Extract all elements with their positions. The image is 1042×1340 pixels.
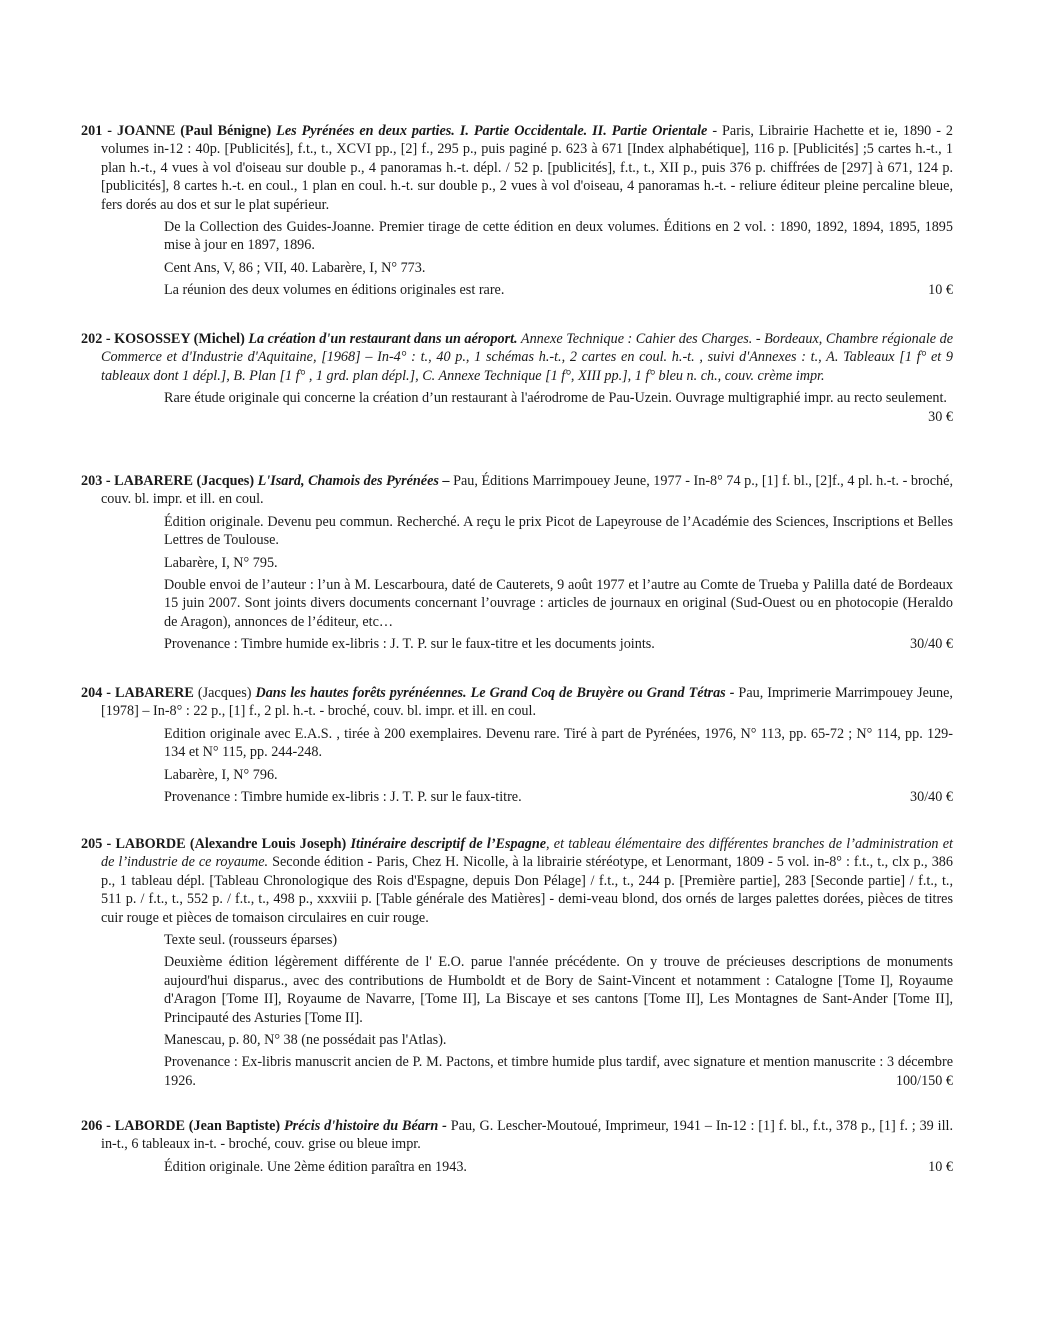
catalogue-entry-205 bbox=[0, 835, 1042, 1090]
price-label: 30/40 € bbox=[910, 636, 953, 653]
book-subtitle: , et tableau élémentaire des différentes branches de l’administration et de l’industrie de ce royaume. bbox=[101, 836, 953, 871]
entry-heading: 206 - LABORDE (Jean Baptiste) Précis d'histoire du Béarn - Pau, G. Lescher-Moutoué, Imprimeur, 1941 – In-12 : [1] f. bl., f.t., 378 p., [1] f. ; 39 ill. in-t., 6 tableaux in-t. - broché, couv. grise ou bleue impr. bbox=[81, 1118, 953, 1153]
entry-description: Pau, G. Lescher-Moutoué, Imprimeur, 1941 – In-12 : [1] f. bl., f.t., 378 p., [1] f. ; 39 ill. in-t., 6 tableaux in-t. - broché, couv. grise ou bleue impr. bbox=[101, 1118, 953, 1153]
book-title: La création d'un restaurant dans un aéroport. bbox=[248, 331, 518, 347]
catalogue-entry-203 bbox=[0, 472, 1042, 654]
entry-note: Edition originale avec E.A.S. , tirée à 200 exemplaires. Devenu rare. Tiré à part de Pyrénées, 1976, N° 113, pp. 65-72 ; N° 114, pp. 129-134 et N° 115, pp. 244-248. bbox=[164, 725, 953, 761]
entry-description: Annexe Technique : Cahier des Charges. - Bordeaux, Chambre régionale de Commerce et d'Industrie d'Aquitaine, [1968] – In-4° : t., 40 p., 1 schémas h.-t., 2 cartes en coul. h.-t. , suivi d'Annexes : t., A. Tableaux [1 f° et 9 tableaux dont 1 dépl.], B. Plan [1 f° , 1 grd. plan dépl.], C. Annexe Technique [1 f°, XIII pp.], 1 f° bleu n. ch., couv. crème impr. bbox=[101, 331, 954, 384]
book-title: Précis d'histoire du Béarn - bbox=[284, 1118, 447, 1134]
entry-note-priced: 10 € La réunion des deux volumes en éditions originales est rare. bbox=[164, 282, 953, 299]
entry-note: De la Collection des Guides-Joanne. Premier tirage de cette édition en deux volumes. Éditions en 2 vol. : 1890, 1892, 1894, 1895, 1895 mise à jour en 1897, 1896. bbox=[164, 219, 953, 254]
catalogue-entry-206 bbox=[0, 1117, 1042, 1176]
entry-heading: 205 - LABORDE (Alexandre Louis Joseph) Itinéraire descriptif de l’Espagne, et tableau élémentaire des différentes branches de l’administration et de l’industrie de ce royaume. Seconde édition - Paris, Chez H. Nicolle, à la librairie stéréotype, et Lenormant, 1809 - 5 vol. in-8° : f.t., t., clx p., 386 p., 1 tableau dépl. [Tableau Chronologique des Rois d'Espagne, depuis Don Pélage] / f.t., t., 244 p. [Première partie], 283 [Seconde partie] / f.t., t., 511 p. / f.t., t., 552 p. / f.t., t., 498 p., xxxviii p. [Table générale des Matières] - demi-veau blond, dos ornés de larges palettes dorées, pièces de titres cuir rouge et pièces de tomaison circulaires en cuir rouge. bbox=[81, 836, 953, 926]
entry-description: Seconde édition - Paris, Chez H. Nicolle, à la librairie stéréotype, et Lenormant, 1809 - 5 vol. in-8° : f.t., t., clx p., 386 p., 1 tableau dépl. [Tableau Chronologique des Rois d'Espagne, depuis Don Pélage] / f.t., t., 244 p. [Première partie], 283 [Seconde partie] / f.t., t., 511 p. / f.t., t., 552 p. / f.t., t., 498 p., xxxviii p. [Table générale des Matières] - demi-veau blond, dos ornés de larges palettes dorées, pièces de titres cuir rouge et pièces de tomaison circulaires en cuir rouge. bbox=[101, 854, 953, 926]
book-title: Les Pyrénées en deux parties. I. Partie Occidentale. II. Partie Orientale bbox=[276, 123, 708, 139]
price-label: 10 € bbox=[928, 1158, 953, 1175]
entry-description: - Paris, Librairie Hachette et ie, 1890 - 2 volumes in-12 : 40p. [Publicités], f.t., t., XCVI pp., [2] f., 295 p., puis paginé p. 623 à 671 [Index alphabétique], 116 p. [Publicités] ;5 cartes h.-t., 1 plan h.-t., 4 vues à vol d'oiseau sur double p., 4 panoramas h.-t. dépl. / 52 p. [publicités], f.t., t., XII p., puis 376 p. chiffrées de [297] à 671, 124 p. [publicités], 8 cartes h.-t. en coul., 1 plan en coul. h.-t. sur double p., 2 vues à vol d'oiseau, 4 panoramas h.-t. - reliure éditeur pleine percaline bleue, fers dorés au dos et sur le plat supérieur. bbox=[101, 123, 954, 213]
entry-note-priced: Provenance : Ex-libris manuscrit ancien de P. M. Pactons, et timbre humide plus tardif, avec signature et mention manuscrite : 3 décembre 1926. 100/150 € bbox=[164, 1054, 953, 1089]
entry-description: Pau, Éditions Marrimpouey Jeune, 1977 - In-8° 74 p., [1] f. bl., [2]f., 4 pl. h.-t. - broché, couv. bl. impr. et ill. en coul. bbox=[101, 473, 953, 508]
entry-note: Double envoi de l’auteur : l’un à M. Lescarboura, daté de Cauterets, 9 août 1977 et l’autre au Comte de Trueba y Palilla daté de Bordeaux 15 juin 2007. Sont joints divers documents concernant l’ouvrage : articles de journaux en original (Sud-Ouest ou en photocopie (Heraldo de Aragon), annonces de l’éditeur, etc… bbox=[164, 577, 953, 630]
entry-heading: 203 - LABARERE (Jacques) L'Isard, Chamois des Pyrénées – Pau, Éditions Marrimpouey Jeune, 1977 - In-8° 74 p., [1] f. bl., [2]f., 4 pl. h.-t. - broché, couv. bl. impr. et ill. en coul. bbox=[81, 473, 953, 508]
price-label: 30/40 € bbox=[910, 789, 953, 806]
catalogue-entry-204 bbox=[0, 684, 1042, 806]
entry-note: Texte seul. (rousseurs éparses) bbox=[164, 932, 338, 949]
entry-heading: 202 - KOSOSSEY (Michel) La création d'un restaurant dans un aéroport. Annexe Technique : Cahier des Charges. - Bordeaux, Chambre régionale de Commerce et d'Industrie d'Aquitaine, [1968] – In-4° : t., 40 p., 1 schémas h.-t., 2 cartes en coul. h.-t. , suivi d'Annexes : t., A. Tableaux [1 f° et 9 tableaux dont 1 dépl.], B. Plan [1 f° , 1 grd. plan dépl.], C. Annexe Technique [1 f°, XIII pp.], 1 f° bleu n. ch., couv. crème impr. bbox=[81, 331, 954, 384]
entry-note: Édition originale. Devenu peu commun. Recherché. A reçu le prix Picot de Lapeyrouse de l’Académie des Sciences, Inscriptions et Belles Lettres de Toulouse. bbox=[164, 513, 953, 549]
entry-heading: 204 - LABARERE (Jacques) Dans les hautes forêts pyrénéennes. Le Grand Coq de Bruyère ou Grand Tétras - Pau, Imprimerie Marrimpouey Jeune, [1978] – In-8° : 22 p., [1] f., 2 pl. h.-t. - broché, couv. bl. impr. et ill. en coul. bbox=[81, 685, 953, 720]
entry-note-priced: 10 € Édition originale. Une 2ème édition paraîtra en 1943. bbox=[164, 1158, 953, 1175]
entry-note: Deuxième édition légèrement différente de l' E.O. parue l'année précédente. On y trouve de précieuses descriptions de monuments aujourd'hui disparus., avec des contributions de Humboldt et de Bory de Saint-Vincent et notamment : Catalogne [Tome I], Royaume d'Aragon [Tome II], Royaume de Navarre, [Tome II], La Biscaye et ses cantons [Tome II], Les Montagnes de Sant-Ander [Tome II], Principauté des Asturies [Tome II]. bbox=[164, 954, 953, 1026]
entry-reference: Manescau, p. 80, N° 38 (ne possédait pas l'Atlas). bbox=[164, 1032, 447, 1049]
entry-reference: Labarère, I, N° 795. bbox=[164, 554, 278, 571]
catalogue-entry-201 bbox=[0, 122, 1042, 300]
price-label: 100/150 € bbox=[895, 1072, 953, 1089]
price-label: 10 € bbox=[928, 282, 953, 299]
entry-note-priced: 30/40 € Provenance : Timbre humide ex-libris : J. T. P. sur le faux-titre. bbox=[164, 789, 953, 806]
book-title: Itinéraire descriptif de l’Espagne bbox=[350, 836, 547, 852]
entry-reference: Cent Ans, V, 86 ; VII, 40. Labarère, I, N° 773. bbox=[164, 259, 426, 276]
entry-heading: 201 - JOANNE (Paul Bénigne) Les Pyrénées en deux parties. I. Partie Occidentale. II. Partie Orientale - Paris, Librairie Hachette et ie, 1890 - 2 volumes in-12 : 40p. [Publicités], f.t., t., XCVI pp., [2] f., 295 p., puis paginé p. 623 à 671 [Index alphabétique], 116 p. [Publicités] ;5 cartes h.-t., 1 plan h.-t., 4 vues à vol d'oiseau sur double p., 4 panoramas h.-t. dépl. / 52 p. [publicités], f.t., t., XII p., puis 376 p. chiffrées de [297] à 671, 124 p. [publicités], 8 cartes h.-t. en coul., 1 plan en coul. h.-t. sur double p., 2 vues à vol d'oiseau, 4 panoramas h.-t. - reliure éditeur pleine percaline bleue, fers dorés au dos et sur le plat supérieur. bbox=[81, 123, 954, 213]
entry-description: Pau, Imprimerie Marrimpouey Jeune, [1978] – In-8° : 22 p., [1] f., 2 pl. h.-t. - broché, couv. bl. impr. et ill. en coul. bbox=[101, 685, 953, 720]
price-label: 30 € bbox=[928, 408, 953, 425]
entry-reference: Labarère, I, N° 796. bbox=[164, 766, 278, 783]
entry-note-priced: 30/40 € Provenance : Timbre humide ex-libris : J. T. P. sur le faux-titre et les documents joints. bbox=[164, 636, 953, 653]
catalogue-entry-202 bbox=[0, 330, 1042, 426]
book-title: L'Isard, Chamois des Pyrénées – bbox=[257, 473, 450, 489]
entry-note-priced: Rare étude originale qui concerne la création d’un restaurant à l'aérodrome de Pau-Uzein. Ouvrage multigraphié impr. au recto seulement. 30 € bbox=[164, 390, 953, 425]
book-title: Dans les hautes forêts pyrénéennes. Le Grand Coq de Bruyère ou Grand Tétras - bbox=[255, 685, 735, 701]
